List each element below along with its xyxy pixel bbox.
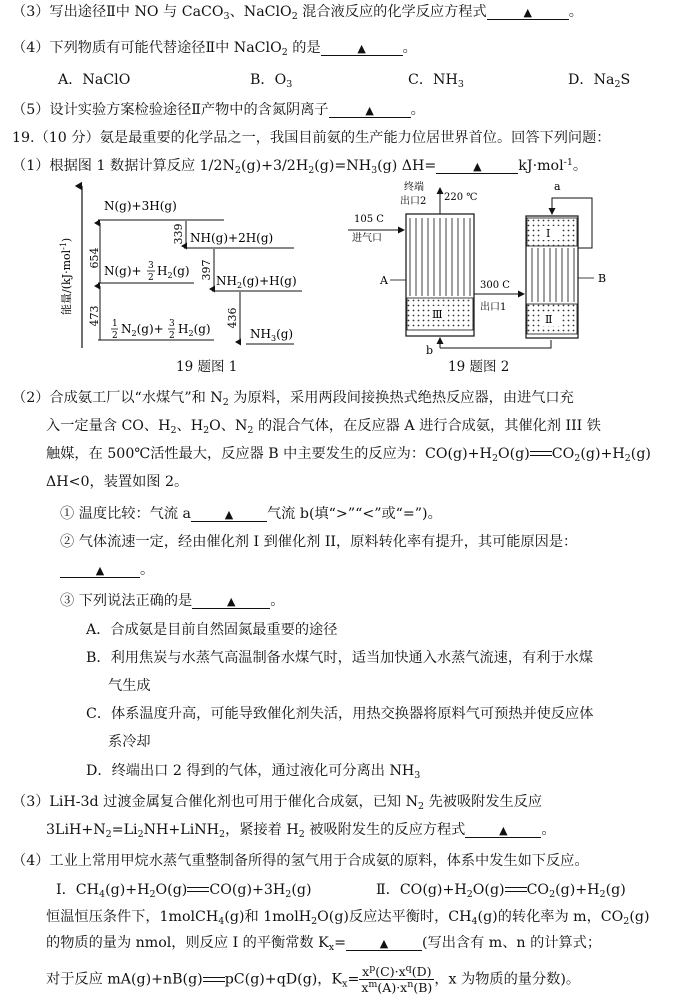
temp-300: 300 C [480,280,510,291]
svg-text:H2(g): $H_2(g)$ [157,264,190,280]
q19-heading: 19.（10 分）氨是最重要的化学品之一，我国目前氨的生产能力位居世界首位。回答下列问题： [12,130,611,146]
svg-text:2: 2 [169,331,175,341]
answer-blank[interactable]: ▲ [329,100,411,118]
svg-text:3: 3 [169,319,175,329]
outlet-1-label: 出口1 [480,302,507,313]
q18-part4: （4）下列物质有可能代替途径Ⅱ中 NaClO$_2$ 的是 ▲ 。 [12,40,417,58]
figure-2-reactor [336,178,626,360]
q18-option-d: D．$Na_2S$ [568,72,631,90]
q19-part2-line4: ΔH<0，装置如图 2。 [46,474,189,490]
svg-text:654: 654 [88,247,101,269]
q19-part4-line1: （4）工业上常用甲烷水蒸气重整制备所得的氢气用于合成氨的原料，体系中发生如下反应。 [12,853,589,869]
answer-blank[interactable]: ▲ [60,560,140,578]
q19-option-d: D．终端出口 2 得到的气体，通过液化可分离出 $NH_3$ [86,763,421,781]
svg-text:1: 1 [112,319,118,329]
reaction-2: Ⅱ．$CO(g)+H_2O(g)$ $CO_2(g)+H_2(g)$ [376,882,626,900]
svg-text:H2(g): $H_2(g)$ [178,322,211,338]
inlet-label: 进气口 [352,233,382,244]
q19-sub2: ② 气体流速一定，经由催化剂 I 到催化剂 II，原料转化率有提升，其可能原因是： [60,534,578,550]
equilibrium-arrow [530,449,552,459]
q19-part1: （1）根据图 1 数据计算反应 $1/2N_2(g)+3/2H_2(g)=NH_3(g)$ ΔH= ▲ kJ·mol$^{-1}$。 [12,157,588,176]
svg-text:NH(g)+2H(g): NH(g)+2H(g) [190,231,274,245]
catalyst-ii-label: Ⅱ [545,313,553,326]
temp-105: 105 C [354,214,384,225]
q18-option-b: B．$O_3$ [250,72,293,90]
svg-text:3: 3 [148,261,154,271]
figure-1-caption: 19 题图 1 [176,359,238,375]
q19-sub3: ③ 下列说法正确的是 ▲ 。 [60,593,285,609]
q19-option-c-line1: C．体系温度升高，可能导致催化剂失活，用热交换器将原料气可预热并使反应体 [86,706,594,722]
equilibrium-arrow [505,885,527,895]
q19-part4-line4: 的物质的量为 nmol，则反应 I 的平衡常数 $K_x=$ ▲ (写出含有 m、n 的计算式； [46,935,602,953]
svg-text:473: 473 [88,305,101,327]
catalyst-i-label: Ⅰ [546,227,551,240]
answer-blank[interactable]: ▲ [346,933,422,951]
svg-text:339: 339 [172,223,185,245]
q19-option-b-line1: B．利用焦炭与水蒸气高温制备水煤气时，适当加快通入水蒸气流速，有利于水煤 [86,650,593,666]
equilibrium-arrow [187,885,209,895]
answer-blank[interactable]: ▲ [321,38,403,56]
answer-blank[interactable]: ▲ [192,591,270,609]
q19-sub2-answer: ▲ 。 [60,560,154,580]
q19-part4-line5: 对于反应 mA(g)+nB(g) pC(g)+qD(g)，$K_x=$ $\frac{x^p(C)\cdot x^q(D)}{x^m(A)\cdot x^n(B)}$ ，x 为物质的量分数)。 [46,963,581,995]
figure-2-caption: 19 题图 2 [448,359,510,375]
q19-part3-line1: （3）LiH-3d 过渡金属复合催化剂也可用于催化合成氨，已知 $N_2$ 先被吸附发生反应 [12,794,543,812]
q19-part3-line2: $3LiH+N_2=Li_2NH+LiNH_2$，紧接着 $H_2$ 被吸附发生的反应方程式 ▲ 。 [46,822,556,840]
q18-part5: （5）设计实验方案检验途径Ⅱ产物中的含氮阴离子 ▲ 。 [12,102,425,118]
kx-fraction: $\frac{x^p(C)\cdot x^q(D)}{x^m(A)\cdot x^n(B)}$ [361,963,433,995]
q19-part2-line3: 触媒，在 500℃活性最大，反应器 B 中主要发生的反应为：$CO(g)+H_2O(g)$ $CO_2(g)+H_2(g)$ [46,446,651,464]
level-mid-left-label: N(g)+ [104,264,142,278]
figure-1-energy-diagram [54,180,314,358]
reactor-a-label: A [380,274,388,287]
svg-text:2: 2 [148,273,154,283]
q19-part2-line1: （2）合成氨工厂以“水煤气”和 $N_2$ 为原料，采用两段间接换热式绝热反应器，由进气口充 [12,390,574,408]
q18-part3: （3）写出途径Ⅱ中 NO 与 CaCO$_3$、NaClO$_2$ 混合液反应的化学反应方程式 ▲ 。 [12,4,583,22]
svg-text:NH2(g)+H(g): $NH_2(g)+H(g)$ [216,274,297,290]
svg-text:出口2: 出口2 [400,196,427,207]
flow-a-label: a [554,180,561,193]
svg-text:397: 397 [200,259,213,281]
energy-axis-label: 能量/(kJ·mol$^{-1}$) [59,237,73,315]
q19-option-b-line2: 气生成 [108,678,151,694]
catalyst-iii-label: Ⅲ [432,308,443,321]
reactor-b-label: B [598,272,607,285]
q19-option-a: A．合成氨是目前自然固氮最重要的途径 [86,622,338,638]
flow-b-label: b [426,344,434,357]
answer-blank[interactable]: ▲ [436,156,518,174]
svg-text:436: 436 [226,307,239,329]
q19-part2-line2: 入一定量含 CO、$H_2$、$H_2O$、$N_2$ 的混合气体，在反应器 A 进行合成氨，其催化剂 III 铁 [46,418,601,436]
answer-blank[interactable]: ▲ [191,504,267,522]
q19-part4-line3: 恒温恒压条件下，1molCH$_4$(g)和 1molH$_2$O(g)反应达平衡时，$CH_4(g)$的转化率为 m，$CO_2(g)$ [46,909,650,927]
level-top-label: N(g)+3H(g) [104,199,177,213]
answer-blank[interactable]: ▲ [465,820,541,838]
answer-blank[interactable]: ▲ [487,2,569,20]
q19-sub1: ① 温度比较：气流 a ▲ 气流 b(填“>”“<”或“=”)。 [60,506,442,522]
q19-option-c-line2: 系冷却 [108,734,151,750]
reaction-1: Ⅰ．$CH_4(g)+H_2O(g)$ $CO(g)+3H_2(g)$ [56,882,312,900]
svg-text:N2(g)+: $N_2(g)+$ [121,322,164,338]
q18-option-a: A．NaClO [58,72,131,88]
svg-text:终端: 终端 [404,182,424,193]
temp-220: 220 ℃ [444,192,478,203]
equilibrium-arrow [203,975,225,985]
q18-option-c: C．$NH_3$ [408,72,464,90]
svg-text:NH3(g): $NH_3(g)$ [250,327,294,343]
svg-text:2: 2 [112,331,118,341]
